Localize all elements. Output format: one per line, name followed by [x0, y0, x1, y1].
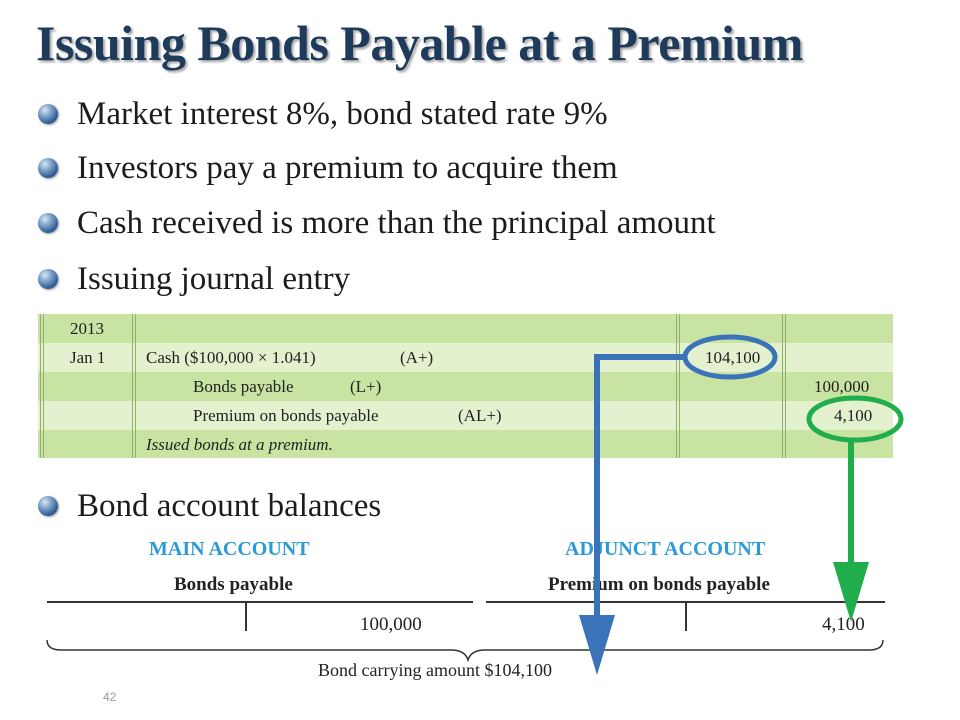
- main-account-name: Bonds payable: [174, 574, 293, 595]
- table-divider: [782, 314, 786, 458]
- bullet-orb-icon: [38, 158, 58, 178]
- t-account-line: [685, 601, 687, 631]
- table-divider: [132, 314, 136, 458]
- bullet-text: Issuing journal entry: [77, 260, 351, 297]
- journal-tag: (A+): [400, 348, 434, 367]
- slide-title: Issuing Bonds Payable at a Premium: [36, 15, 803, 71]
- bullet-text: Cash received is more than the principal amount: [77, 204, 716, 241]
- journal-row: [38, 343, 893, 372]
- bullet-orb-icon: [38, 104, 58, 124]
- bullet-item: [38, 203, 716, 243]
- journal-credit: 4,100: [834, 406, 873, 425]
- journal-row: [38, 430, 893, 458]
- journal-account: Cash ($100,000 × 1.041): [146, 348, 316, 367]
- table-divider: [676, 314, 680, 458]
- journal-row: [38, 401, 893, 430]
- t-account-line: [245, 601, 247, 631]
- bullet-orb-icon: [38, 269, 58, 289]
- journal-account: Premium on bonds payable: [193, 406, 379, 425]
- bullet-text: Market interest 8%, bond stated rate 9%: [77, 95, 608, 132]
- bullet-item: [38, 486, 381, 526]
- journal-explanation: Issued bonds at a premium.: [146, 435, 333, 454]
- main-account-amount: 100,000: [360, 614, 422, 635]
- carrying-amount-text: Bond carrying amount $104,100: [318, 660, 552, 680]
- t-account-line: [47, 601, 473, 603]
- bullet-text: Bond account balances: [77, 487, 382, 524]
- journal-tag: (AL+): [458, 406, 502, 425]
- adjunct-account-amount: 4,100: [822, 614, 865, 635]
- journal-entry-table: [38, 314, 893, 458]
- journal-row: [38, 314, 893, 343]
- bullet-item: [38, 259, 350, 299]
- journal-credit: 100,000: [814, 377, 870, 396]
- bullet-orb-icon: [38, 496, 58, 516]
- bullet-item: [38, 94, 608, 134]
- adjunct-account-header: ADJUNCT ACCOUNT: [565, 538, 766, 560]
- journal-date: Jan 1: [70, 348, 106, 367]
- bullet-orb-icon: [38, 213, 58, 233]
- adjunct-account-name: Premium on bonds payable: [548, 574, 770, 595]
- bond-balances-panel: [37, 534, 895, 686]
- page-number: 42: [103, 690, 117, 704]
- journal-debit: 104,100: [705, 348, 761, 367]
- bullet-text: Investors pay a premium to acquire them: [77, 149, 618, 186]
- main-account-header: MAIN ACCOUNT: [149, 538, 310, 560]
- journal-tag: (L+): [350, 377, 382, 396]
- journal-year: 2013: [70, 319, 104, 338]
- journal-row: [38, 372, 893, 401]
- journal-account: Bonds payable: [193, 377, 294, 396]
- table-divider: [40, 314, 44, 458]
- bullet-item: [38, 148, 618, 188]
